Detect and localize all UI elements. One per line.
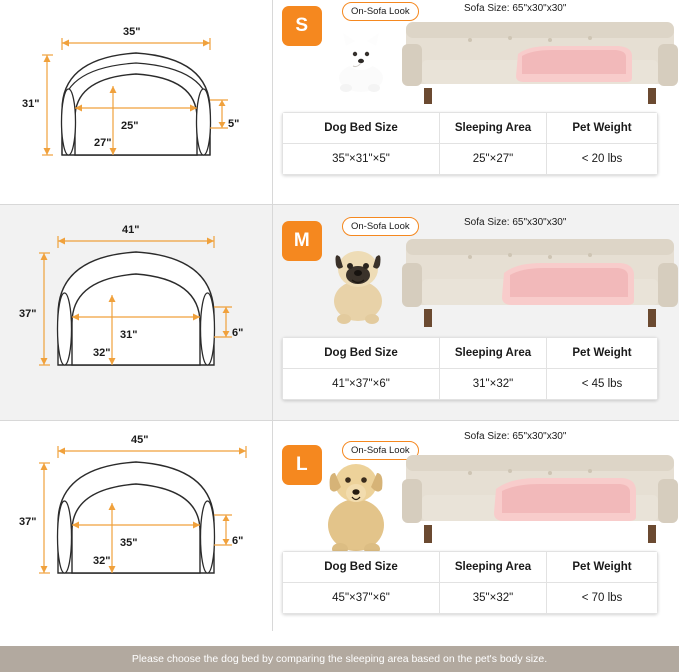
table-row xyxy=(283,369,658,400)
value-bed-size: 35"×31"×5" xyxy=(283,144,440,175)
on-sofa-look-pill-medium: On-Sofa Look xyxy=(342,217,419,236)
dim-sleep-depth-medium: 32" xyxy=(93,347,111,359)
table-row xyxy=(283,144,658,175)
dim-sleep-width-medium: 31" xyxy=(120,329,138,341)
bed-diagram-svg-large xyxy=(0,421,272,631)
dim-sleep-width-small: 25" xyxy=(121,120,139,132)
header-bed-size: Dog Bed Size xyxy=(283,113,440,144)
on-sofa-look-pill-large: On-Sofa Look xyxy=(342,441,419,460)
size-row-large xyxy=(0,421,679,631)
header-sleeping-area: Sleeping Area xyxy=(440,338,547,369)
header-sleeping-area: Sleeping Area xyxy=(440,552,547,583)
size-badge-small: S xyxy=(282,6,322,46)
info-cell-small xyxy=(272,0,679,205)
header-pet-weight: Pet Weight xyxy=(547,552,658,583)
info-cell-large xyxy=(272,421,679,631)
header-bed-size: Dog Bed Size xyxy=(283,552,440,583)
sofa-size-label-medium: Sofa Size: 65"x30"x30" xyxy=(464,217,567,228)
value-sleeping-area: 35"×32" xyxy=(440,583,547,614)
size-row-small xyxy=(0,0,679,205)
table-header-row xyxy=(283,113,658,144)
dog-photo-medium xyxy=(316,239,400,325)
bed-diagram-small xyxy=(0,0,272,205)
dim-height-medium: 37" xyxy=(19,308,37,320)
sofa-illustration-small xyxy=(400,16,679,112)
size-badge-large: L xyxy=(282,445,322,485)
dim-sleep-depth-small: 27" xyxy=(94,137,112,149)
sofa-size-label-small: Sofa Size: 65"x30"x30" xyxy=(464,3,567,14)
dim-bolster-large: 6" xyxy=(232,535,244,547)
dim-sleep-depth-large: 32" xyxy=(93,555,111,567)
value-pet-weight: < 20 lbs xyxy=(547,144,658,175)
size-badge-medium: M xyxy=(282,221,322,261)
spec-table-large xyxy=(282,551,658,614)
sofa-illustration-large xyxy=(400,445,679,555)
value-pet-weight: < 70 lbs xyxy=(547,583,658,614)
value-pet-weight: < 45 lbs xyxy=(547,369,658,400)
dog-photo-large xyxy=(308,449,404,557)
table-row xyxy=(283,583,658,614)
header-pet-weight: Pet Weight xyxy=(547,338,658,369)
value-bed-size: 41"×37"×6" xyxy=(283,369,440,400)
bed-diagram-large xyxy=(0,421,272,631)
header-pet-weight: Pet Weight xyxy=(547,113,658,144)
info-cell-medium xyxy=(272,205,679,421)
dog-photo-small xyxy=(324,28,398,94)
size-row-medium xyxy=(0,205,679,421)
dim-bolster-medium: 6" xyxy=(232,327,244,339)
dim-width-small: 35" xyxy=(123,26,141,38)
value-sleeping-area: 31"×32" xyxy=(440,369,547,400)
dim-height-large: 37" xyxy=(19,516,37,528)
spec-table-medium xyxy=(282,337,658,400)
dim-width-medium: 41" xyxy=(122,224,140,236)
sofa-illustration-medium xyxy=(400,231,679,337)
table-header-row xyxy=(283,338,658,369)
header-sleeping-area: Sleeping Area xyxy=(440,113,547,144)
header-bed-size: Dog Bed Size xyxy=(283,338,440,369)
on-sofa-look-pill-small: On-Sofa Look xyxy=(342,2,419,21)
bed-diagram-svg-medium xyxy=(0,205,272,421)
footer-note: Please choose the dog bed by comparing the sleeping area based on the pet's body size. xyxy=(0,646,679,672)
bed-diagram-medium xyxy=(0,205,272,421)
dim-sleep-width-large: 35" xyxy=(120,537,138,549)
sofa-size-label-large: Sofa Size: 65"x30"x30" xyxy=(464,431,567,442)
table-header-row xyxy=(283,552,658,583)
value-sleeping-area: 25"×27" xyxy=(440,144,547,175)
spec-table-small xyxy=(282,112,658,175)
dim-height-small: 31" xyxy=(22,98,40,110)
dim-width-large: 45" xyxy=(131,434,149,446)
value-bed-size: 45"×37"×6" xyxy=(283,583,440,614)
dim-bolster-small: 5" xyxy=(228,118,240,130)
